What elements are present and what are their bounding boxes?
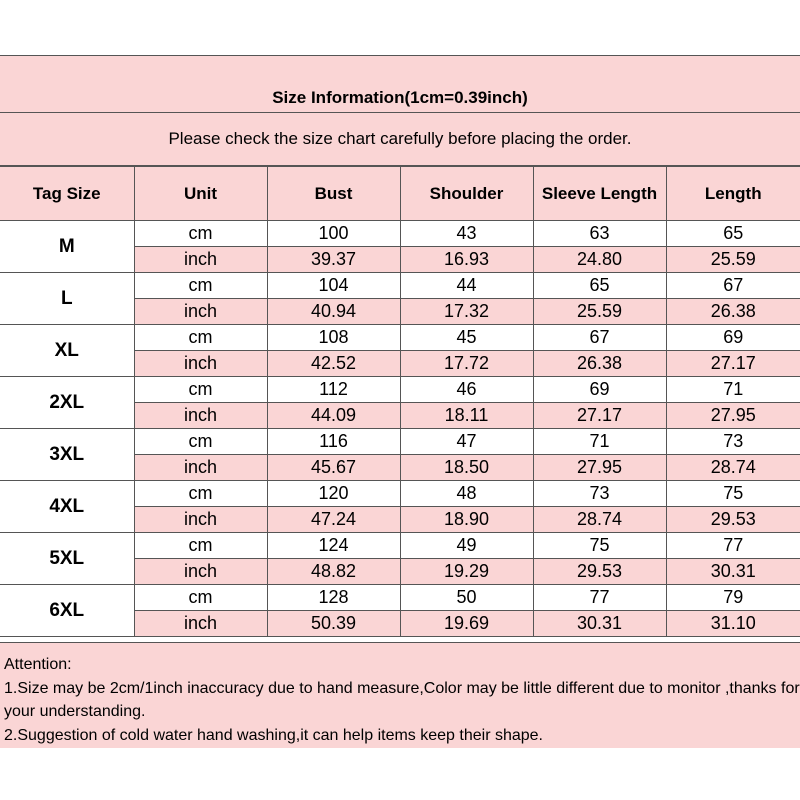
size-chart-title-row (0, 56, 800, 113)
shoulder-cell: 43 (400, 221, 533, 247)
bust-cell: 128 (267, 585, 400, 611)
sleeve-cell: 75 (533, 533, 666, 559)
header-bust: Bust (267, 167, 400, 221)
bust-cell: 100 (267, 221, 400, 247)
unit-cell: inch (134, 507, 267, 533)
unit-cell: inch (134, 351, 267, 377)
length-cell: 29.53 (666, 507, 800, 533)
shoulder-cell: 17.72 (400, 351, 533, 377)
header-tag-size: Tag Size (0, 167, 134, 221)
length-cell: 30.31 (666, 559, 800, 585)
size-chart-notice-row (0, 113, 800, 166)
shoulder-cell: 17.32 (400, 299, 533, 325)
sleeve-cell: 29.53 (533, 559, 666, 585)
bust-cell: 45.67 (267, 455, 400, 481)
bust-cell: 104 (267, 273, 400, 299)
sleeve-cell: 65 (533, 273, 666, 299)
tag-size-cell: 3XL (0, 429, 134, 481)
bust-cell: 124 (267, 533, 400, 559)
unit-cell: inch (134, 559, 267, 585)
length-cell: 67 (666, 273, 800, 299)
length-cell: 69 (666, 325, 800, 351)
attention-box (0, 642, 800, 748)
size-chart (0, 55, 800, 747)
table-row-cm (0, 429, 800, 455)
header-sleeve-length: Sleeve Length (533, 167, 666, 221)
shoulder-cell: 18.90 (400, 507, 533, 533)
unit-cell: inch (134, 403, 267, 429)
unit-cell: inch (134, 247, 267, 273)
table-row-cm (0, 221, 800, 247)
sleeve-cell: 26.38 (533, 351, 666, 377)
shoulder-cell: 48 (400, 481, 533, 507)
length-cell: 75 (666, 481, 800, 507)
length-cell: 27.17 (666, 351, 800, 377)
unit-cell: inch (134, 455, 267, 481)
unit-cell: cm (134, 533, 267, 559)
sleeve-cell: 30.31 (533, 611, 666, 637)
tag-size-cell: XL (0, 325, 134, 377)
size-chart-notice: Please check the size chart carefully before placing the order. (168, 129, 632, 148)
tag-size-cell: 2XL (0, 377, 134, 429)
length-cell: 27.95 (666, 403, 800, 429)
tag-size-cell: L (0, 273, 134, 325)
length-cell: 71 (666, 377, 800, 403)
table-row-cm (0, 273, 800, 299)
unit-cell: cm (134, 273, 267, 299)
header-shoulder: Shoulder (400, 167, 533, 221)
tag-size-cell: M (0, 221, 134, 273)
sleeve-cell: 77 (533, 585, 666, 611)
shoulder-cell: 18.11 (400, 403, 533, 429)
unit-cell: cm (134, 325, 267, 351)
attention-heading: Attention: (4, 656, 72, 673)
length-cell: 26.38 (666, 299, 800, 325)
header-unit: Unit (134, 167, 267, 221)
table-row-cm (0, 481, 800, 507)
shoulder-cell: 44 (400, 273, 533, 299)
tag-size-cell: 6XL (0, 585, 134, 637)
bust-cell: 120 (267, 481, 400, 507)
sleeve-cell: 67 (533, 325, 666, 351)
unit-cell: cm (134, 221, 267, 247)
bust-cell: 48.82 (267, 559, 400, 585)
shoulder-cell: 16.93 (400, 247, 533, 273)
length-cell: 65 (666, 221, 800, 247)
table-row-cm (0, 585, 800, 611)
bust-cell: 42.52 (267, 351, 400, 377)
attention-note-2: 2.Suggestion of cold water hand washing,it can help items keep their shape. (4, 726, 543, 744)
size-table (0, 166, 800, 637)
size-chart-title: Size Information(1cm=0.39inch) (272, 88, 528, 107)
header-length: Length (666, 167, 800, 221)
unit-cell: cm (134, 481, 267, 507)
table-row-cm (0, 533, 800, 559)
sleeve-cell: 73 (533, 481, 666, 507)
shoulder-cell: 19.29 (400, 559, 533, 585)
length-cell: 77 (666, 533, 800, 559)
table-header-row (0, 167, 800, 221)
sleeve-cell: 25.59 (533, 299, 666, 325)
unit-cell: cm (134, 377, 267, 403)
bust-cell: 44.09 (267, 403, 400, 429)
table-row-cm (0, 325, 800, 351)
sleeve-cell: 27.95 (533, 455, 666, 481)
shoulder-cell: 46 (400, 377, 533, 403)
length-cell: 25.59 (666, 247, 800, 273)
sleeve-cell: 69 (533, 377, 666, 403)
bust-cell: 40.94 (267, 299, 400, 325)
sleeve-cell: 63 (533, 221, 666, 247)
sleeve-cell: 27.17 (533, 403, 666, 429)
attention-note-1: 1.Size may be 2cm/1inch inaccuracy due to hand measure,Color may be little different due to monitor ,thanks for your understanding. (4, 679, 800, 720)
length-cell: 31.10 (666, 611, 800, 637)
sleeve-cell: 24.80 (533, 247, 666, 273)
size-table-body (0, 221, 800, 637)
bust-cell: 108 (267, 325, 400, 351)
length-cell: 73 (666, 429, 800, 455)
shoulder-cell: 45 (400, 325, 533, 351)
unit-cell: inch (134, 299, 267, 325)
length-cell: 28.74 (666, 455, 800, 481)
unit-cell: inch (134, 611, 267, 637)
shoulder-cell: 18.50 (400, 455, 533, 481)
bust-cell: 39.37 (267, 247, 400, 273)
sleeve-cell: 28.74 (533, 507, 666, 533)
sleeve-cell: 71 (533, 429, 666, 455)
tag-size-cell: 5XL (0, 533, 134, 585)
table-row-cm (0, 377, 800, 403)
shoulder-cell: 19.69 (400, 611, 533, 637)
unit-cell: cm (134, 429, 267, 455)
bust-cell: 50.39 (267, 611, 400, 637)
length-cell: 79 (666, 585, 800, 611)
bust-cell: 112 (267, 377, 400, 403)
unit-cell: cm (134, 585, 267, 611)
shoulder-cell: 50 (400, 585, 533, 611)
tag-size-cell: 4XL (0, 481, 134, 533)
bust-cell: 116 (267, 429, 400, 455)
shoulder-cell: 49 (400, 533, 533, 559)
shoulder-cell: 47 (400, 429, 533, 455)
bust-cell: 47.24 (267, 507, 400, 533)
